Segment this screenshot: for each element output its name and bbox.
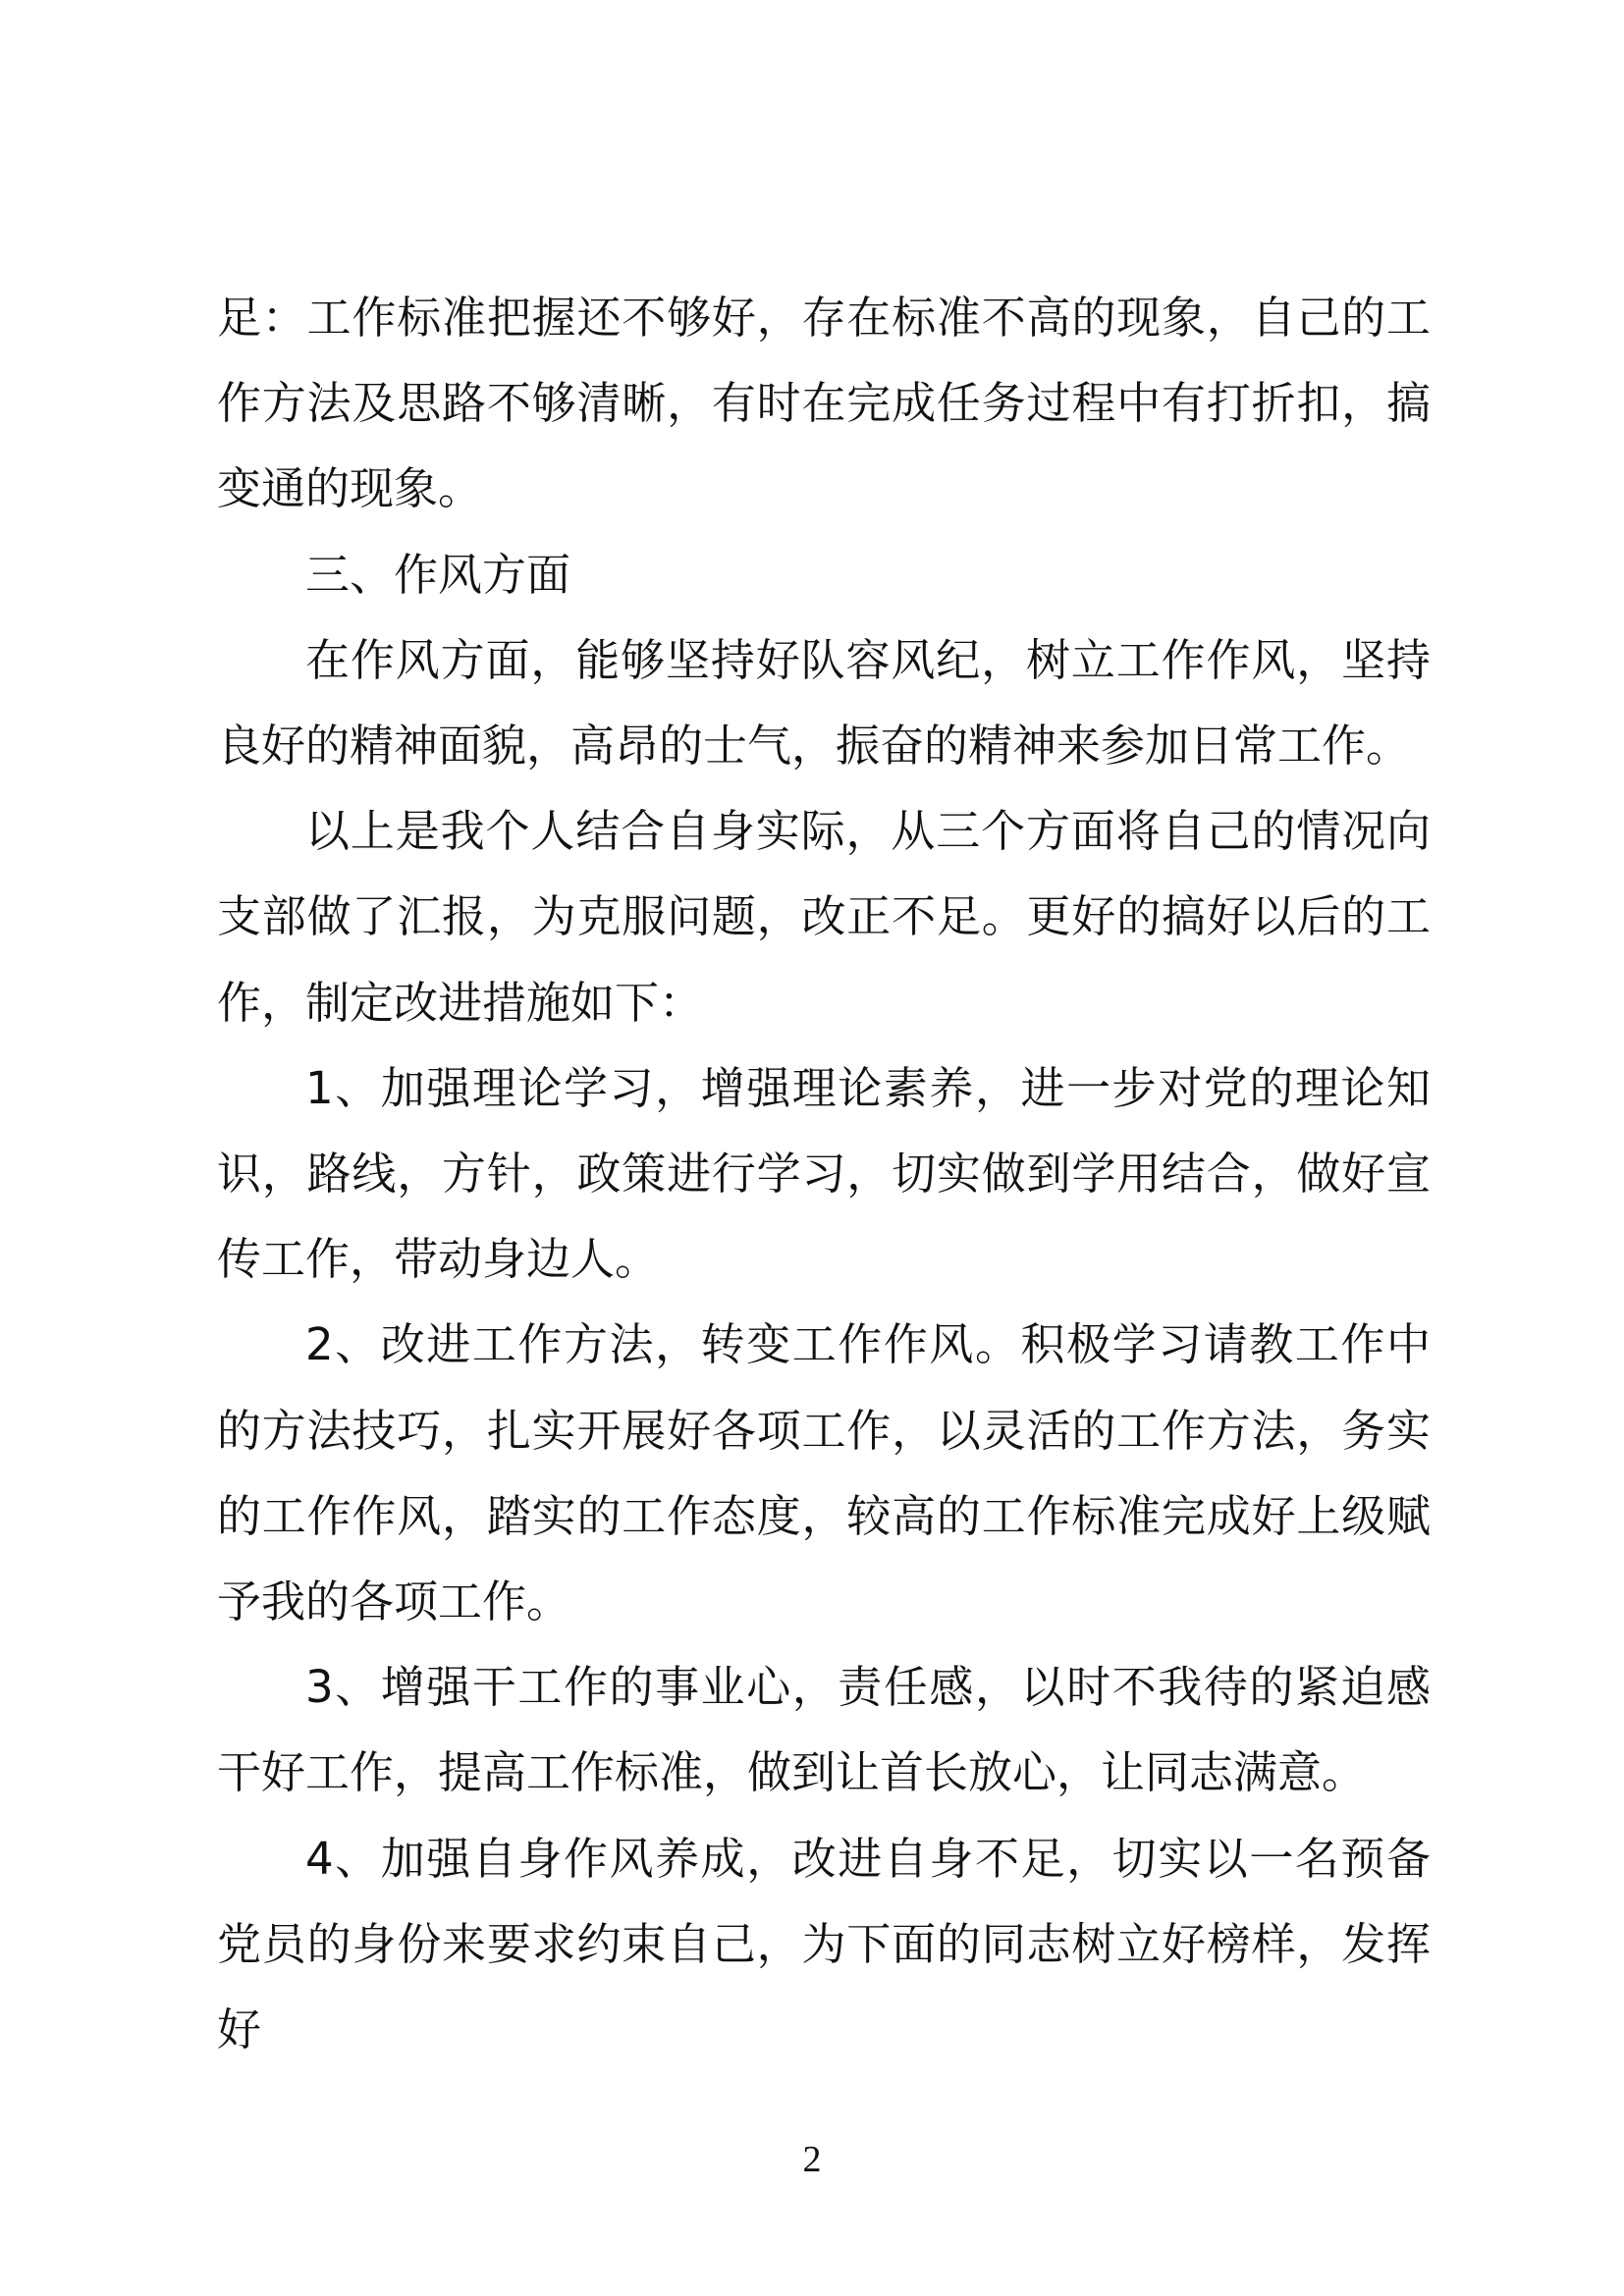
paragraph-continuation: 足：工作标准把握还不够好，存在标准不高的现象，自己的工作方法及思路不够清晰，有时在完成任务过程中有打折扣，搞变通的现象。: [217, 292, 1431, 515]
measure-item-1: 1、加强理论学习，增强理论素养，进一步对党的理论知识，路线，方针，政策进行学习，切实做到学用结合，做好宣传工作，带动身边人。: [217, 1061, 1431, 1286]
document-body: [217, 275, 1431, 2072]
paragraph-summary: 以上是我个人结合自身实际，从三个方面将自己的情况向支部做了汇报，为克服问题，改正不足。更好的搞好以后的工作，制定改进措施如下：: [217, 805, 1431, 1029]
measure-item-4: 4、加强自身作风养成，改进自身不足，切实以一名预备党员的身份来要求约束自己，为下面的同志树立好榜样，发挥好: [217, 1832, 1431, 2056]
page-number: 2: [802, 2139, 822, 2180]
measure-item-2: 2、改进工作方法，转变工作作风。积极学习请教工作中的方法技巧，扎实开展好各项工作，以灵活的工作方法，务实的工作作风，踏实的工作态度，较高的工作标准完成好上级赋予我的各项工作。: [217, 1318, 1431, 1629]
measure-item-3: 3、增强干工作的事业心，责任感，以时不我待的紧迫感干好工作，提高工作标准，做到让首长放心，让同志满意。: [217, 1661, 1431, 1799]
section-heading-work-style: 三、作风方面: [305, 548, 571, 601]
paragraph-work-style: 在作风方面，能够坚持好队容风纪，树立工作作风，坚持良好的精神面貌，高昂的士气，振奋的精神来参加日常工作。: [217, 633, 1431, 773]
